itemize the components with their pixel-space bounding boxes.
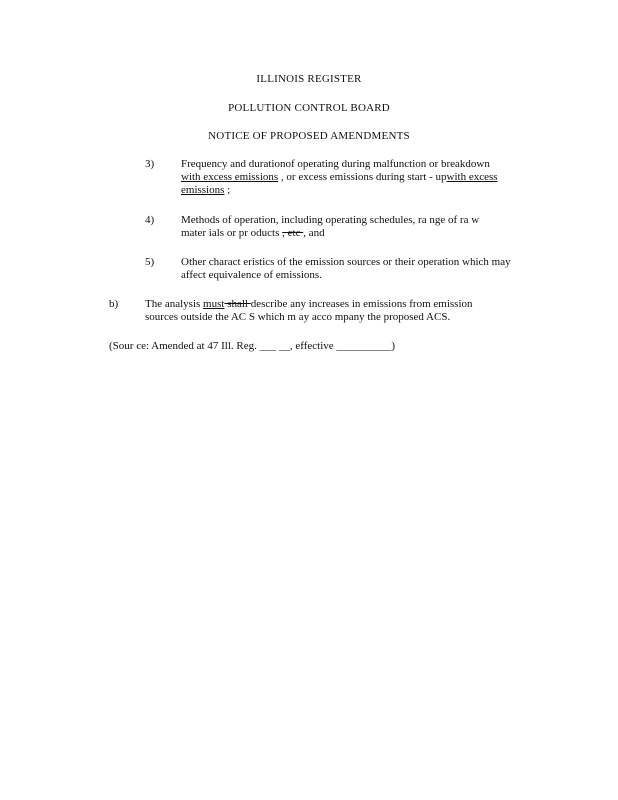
header-board: POLLUTION CONTROL BOARD bbox=[228, 102, 390, 114]
item-4-line2 bbox=[181, 227, 541, 240]
subsection-b-pre: The analysis bbox=[145, 298, 204, 310]
source-effective-label: , effective bbox=[289, 340, 337, 352]
item-3-insert-a: with excess emissions bbox=[181, 171, 279, 183]
item-5-line2: affect equivalence of emissions. bbox=[181, 269, 322, 281]
source-close: ) bbox=[391, 340, 396, 352]
item-3-line2-rest: , or excess emissions during start - up bbox=[278, 171, 447, 183]
item-5-number: 5) bbox=[145, 256, 155, 268]
item-3-line3 bbox=[181, 184, 541, 197]
item-3-insert-b: with excess bbox=[446, 171, 498, 183]
item-3-line2 bbox=[181, 171, 541, 184]
subsection-b-line2: sources outside the AC S which m ay acco mpany the proposed ACS. bbox=[145, 311, 451, 323]
item-4-text bbox=[181, 214, 541, 240]
item-5-line1: Other charact eristics of the emission sources or their operation which may bbox=[181, 256, 511, 268]
item-4-line2-rest: , and bbox=[303, 227, 325, 239]
subsection-b-line1 bbox=[145, 298, 505, 311]
subsection-b-text bbox=[145, 298, 505, 324]
subsection-b-deletion: shall bbox=[224, 298, 251, 310]
item-4-line1: Methods of operation, including operating schedules, ra nge of ra w bbox=[181, 214, 480, 226]
item-4-line2-text: mater ials or pr oducts bbox=[181, 227, 283, 239]
item-3-text bbox=[181, 158, 541, 197]
item-4-deletion: , etc bbox=[282, 227, 304, 239]
item-5-text bbox=[181, 256, 541, 282]
header-notice: NOTICE OF PROPOSED AMENDMENTS bbox=[208, 130, 410, 142]
source-prefix: (Sour ce: Amended at 47 Ill. Reg. bbox=[109, 340, 260, 352]
subsection-b-insert: must bbox=[203, 298, 225, 310]
source-blank-date: __________ bbox=[336, 340, 392, 352]
item-3-line3-rest: ; bbox=[224, 184, 231, 196]
subsection-b-label: b) bbox=[109, 298, 119, 310]
item-4-number: 4) bbox=[145, 214, 155, 226]
source-blank-register: ___ __ bbox=[259, 340, 290, 352]
header-register: ILLINOIS REGISTER bbox=[256, 73, 362, 85]
item-3-line1: Frequency and durationof operating during malfunction or breakdown bbox=[181, 158, 490, 170]
source-note bbox=[109, 340, 395, 353]
item-3-number: 3) bbox=[145, 158, 155, 170]
item-3-insert-c: emissions bbox=[181, 184, 225, 196]
subsection-b-post: describe any increases in emissions from emission bbox=[250, 298, 473, 310]
